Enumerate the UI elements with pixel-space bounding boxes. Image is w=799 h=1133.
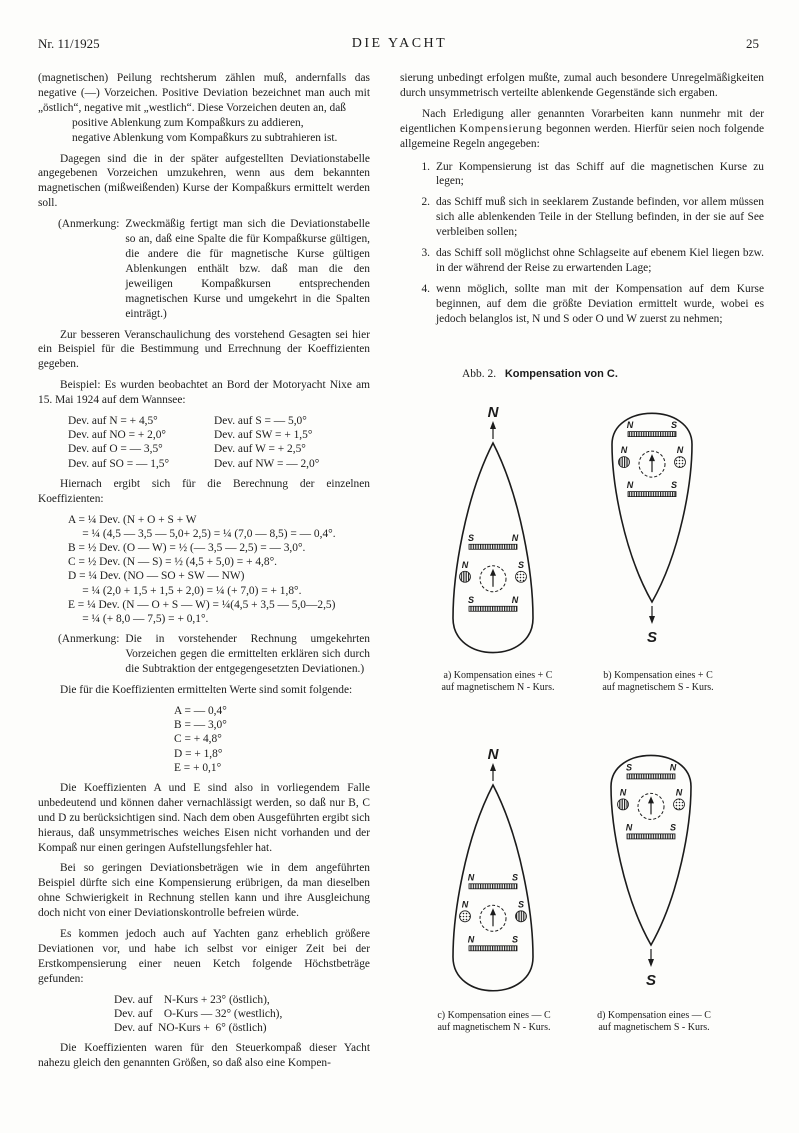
pole-label: N: [461, 559, 469, 570]
table-cell: Dev. auf O = — 3,5°: [68, 443, 163, 456]
result-line: B = — 3,0°: [174, 719, 227, 732]
table-cell: Dev. auf NO = + 2,0°: [68, 429, 166, 442]
note-label: (Anmerkung:: [58, 633, 120, 646]
caption-b: [578, 670, 738, 694]
pole-label: S: [467, 532, 475, 543]
list-text: das Schiff muß sich in seeklarem Zustande befinden, vor allem müssen sich alle ablenkenden Teile in der Stellung befinden, in der sie auf See verbleiben sollen;: [436, 196, 764, 239]
text-run: begonnen werden. Hierfür seien noch folgende allgemeine Regeln angegeben:: [400, 122, 765, 150]
table-cell: Dev. auf W = + 2,5°: [214, 443, 306, 456]
needle-arrow-icon: [649, 454, 655, 461]
magnet-bar: [627, 834, 675, 839]
pole-label: N: [467, 872, 475, 883]
pole-label: N: [511, 532, 519, 543]
needle-arrow-icon: [648, 796, 654, 803]
formula-line: B = ½ Dev. (O — W) = ½ (— 3,5 — 2,5) = — 3,0°.: [68, 542, 306, 555]
boat-diagram-c: [453, 746, 533, 991]
pole-label: S: [670, 480, 678, 491]
table-cell: Dev. auf N = + 4,5°: [68, 415, 158, 428]
paragraph: Bei so geringen Deviationsbeträgen wie in dem angeführten Beispiel dürfte sich eine Kompensierung erübrigen, da man dieselben ohne Schwierigkeit in Rechnung stellen kann und ihre Ausgleichung doch nicht von einer Deviationskontrolle befreien würde.: [38, 862, 370, 920]
boat-diagram-d: [611, 755, 691, 989]
pole-label: N: [619, 787, 627, 798]
note-label: (Anmerkung:: [58, 218, 120, 231]
pole-label: S: [511, 872, 519, 883]
note-text: Zweckmäßig fertigt man sich die Deviationstabelle so an, daß eine Spalte die für Kompaßkurse gültigen, die andere die für magnetische Kurse gültigen Ablenkungen enthält bzw. daß man die den jeweiligen Kompaßkursen entsprechenden magnetischen Kurse und umgekehrt in die Spalten einträgt.): [125, 218, 370, 320]
page-number: 25: [746, 36, 759, 51]
caption-c: [414, 1010, 574, 1034]
iron-sphere: [619, 457, 630, 468]
result-line: E = + 0,1°: [174, 761, 222, 774]
paragraph: Hiernach ergibt sich für die Berechnung der einzelnen Koeffizienten:: [38, 477, 370, 505]
north-label: N: [487, 404, 499, 421]
emphasis-text: Kompensierung: [459, 122, 543, 135]
caption-line: d) Kompensation eines — C: [597, 1010, 711, 1021]
pole-label: N: [675, 787, 683, 798]
pole-label: S: [467, 594, 475, 605]
magazine-title: DIE YACHT: [351, 36, 448, 51]
needle-arrow-icon: [490, 569, 496, 576]
north-label: N: [487, 746, 499, 763]
issue-number: Nr. 11/1925: [38, 36, 100, 51]
pole-label: N: [676, 445, 684, 456]
formula-line: E = ¼ Dev. (N — O + S — W) = ¼(4,5 + 3,5 — 5,0—2,5): [68, 598, 336, 611]
table-cell: Dev. auf SO = — 1,5°: [68, 457, 170, 470]
pole-label: N: [511, 594, 519, 605]
pole-label: N: [461, 899, 469, 910]
magnet-bar: [628, 492, 676, 497]
pole-label: S: [625, 762, 633, 773]
magnet-bar: [469, 606, 517, 611]
caption-a: [418, 670, 578, 694]
note-text: Die in vorstehender Rechnung umgekehrten Vorzeichen gegen die ermittelten erklären sich durch die Subtraktion der entgegengesetzten Deviationen.): [125, 633, 370, 676]
heading-arrow-icon: [648, 959, 654, 967]
table-cell: Dev. auf SW = + 1,5°: [214, 429, 313, 442]
formula-line: D = ¼ Dev. (NO — SO + SW — NW): [68, 570, 245, 583]
table-cell: Dev. auf NW = — 2,0°: [214, 457, 320, 470]
iron-sphere: [516, 571, 527, 582]
list-number: 2.: [421, 196, 430, 209]
south-label: S: [646, 629, 658, 646]
paragraph: Beispiel: Es wurden beobachtet an Bord der Motoryacht Nixe am 15. Mai 1924 auf dem Wannsee:: [38, 379, 370, 407]
result-line: A = — 0,4°: [174, 704, 227, 717]
boat-diagram-b: [612, 413, 692, 646]
needle-arrow-icon: [490, 908, 496, 915]
kurs-line: Dev. auf N-Kurs + 23° (östlich),: [114, 993, 270, 1006]
paragraph: Zur besseren Veranschaulichung des vorstehend Gesagten sei hier ein Beispiel für die Bestimmung und Errechnung der Koeffizienten gegeben.: [38, 328, 370, 371]
boat-diagram-a: [453, 404, 533, 653]
magnet-bar: [469, 946, 517, 951]
paragraph: Dagegen sind die in der später aufgestellten Deviationstabelle angegebenen Vorzeichen umzukehren, wenn aus dem bekannten magnetischen (mißweißenden) Kurse der Kompaßkurs ermittelt werden soll.: [38, 152, 370, 210]
text-run: Nach Erledigung aller genannten Vorarbeiten kann nunmehr mit der eigentlichen: [400, 107, 764, 135]
pole-label: S: [511, 934, 519, 945]
formula-line: = ¼ (4,5 — 3,5 — 5,0+ 2,5) = ¼ (7,0 — 8,5) = — 0,4°.: [68, 527, 336, 540]
list-text: Zur Kompensierung ist das Schiff auf die magnetischen Kurse zu legen;: [436, 160, 764, 188]
formula-line: = ¼ (+ 8,0 — 7,5) = + 0,1°.: [68, 613, 209, 626]
pole-label: N: [626, 420, 634, 431]
pole-label: N: [620, 445, 628, 456]
kurs-line: Dev. auf NO-Kurs + 6° (östlich): [114, 1022, 267, 1035]
iron-sphere: [618, 799, 629, 810]
paragraph: Es kommen jedoch auch auf Yachten ganz erheblich größere Deviationen vor, und habe ich selbst vor einiger Zeit bei der Erstkompensierung einer neuen Ketch folgende Höchstbeträge gefunden:: [38, 928, 370, 985]
pole-label: S: [669, 822, 677, 833]
hull-outline: [612, 413, 692, 602]
magnet-bar: [469, 884, 517, 889]
magnet-bar: [628, 432, 676, 437]
pole-label: S: [517, 559, 525, 570]
paragraph: Die Koeffizienten waren für den Steuerkompaß dieser Yacht nahezu gleich den genannten Größen, so daß also eine Kompen-: [38, 1042, 370, 1070]
caption-line: auf magnetischem N - Kurs.: [441, 682, 555, 693]
paragraph: sierung unbedingt erfolgen mußte, zumal auch besondere Unregelmäßigkeiten durch unsymmetrisch verteilte ablenkende Gegenstände sich ergaben.: [400, 72, 764, 99]
iron-sphere: [460, 571, 471, 582]
magnet-bar: [627, 774, 675, 779]
kurs-line: Dev. auf O-Kurs — 32° (westlich),: [114, 1007, 283, 1020]
rule-positive: positive Ablenkung zum Kompaßkurs zu addieren,: [72, 116, 304, 129]
pole-label: N: [626, 480, 634, 491]
heading-arrow-icon: [490, 763, 496, 771]
list-text: wenn möglich, sollte man mit der Kompensation auf dem Kurse beginnen, auf dem die größte Deviation ermittelt wurde, wobei es jedoch belanglos ist, N und S oder O und W zuerst zu nehmen;: [436, 282, 764, 325]
hull-outline: [611, 755, 691, 945]
south-label: S: [645, 972, 657, 989]
caption-line: auf magnetischem S - Kurs.: [602, 682, 714, 693]
caption-line: a) Kompensation eines + C: [443, 670, 553, 681]
formula-line: A = ¼ Dev. (N + O + S + W: [68, 513, 197, 526]
pole-label: N: [669, 762, 677, 773]
pole-label: N: [625, 822, 633, 833]
magnet-bar: [469, 544, 517, 549]
list-number: 1.: [421, 160, 430, 173]
caption-line: auf magnetischem N - Kurs.: [437, 1022, 551, 1033]
heading-arrow-icon: [490, 421, 496, 429]
iron-sphere: [674, 799, 685, 810]
figure-label: Abb. 2.: [462, 368, 497, 380]
iron-sphere: [516, 911, 527, 922]
paragraph: (magnetischen) Peilung rechtsherum zählen muß, andernfalls das negative (—) Vorzeichen. Positive Deviation bezeichnet man auch mit „östlich“, negative mit „westlich“. Diese Vorzeichen deuten an, daß: [38, 72, 370, 114]
formula-line: = ¼ (2,0 + 1,5 + 1,5 + 2,0) = ¼ (+ 7,0) = + 1,8°.: [68, 584, 302, 597]
figure-heading: Kompensation von C.: [504, 368, 618, 380]
pole-label: N: [467, 934, 475, 945]
caption-line: c) Kompensation eines — C: [437, 1010, 551, 1021]
heading-arrow-icon: [649, 616, 655, 624]
caption-d: [574, 1010, 734, 1034]
iron-sphere: [460, 911, 471, 922]
result-line: C = + 4,8°: [174, 733, 222, 746]
pole-label: S: [517, 899, 525, 910]
caption-line: auf magnetischem S - Kurs.: [598, 1022, 710, 1033]
iron-sphere: [675, 457, 686, 468]
paragraph: Die Koeffizienten A und E sind also in vorliegendem Falle unbedeutend und können daher vernachlässigt werden, so daß nur B, C und D zu berücksichtigen sind. Nach dem oben Ausgeführten ergibt sich hieraus, daß unsymmetrisches weiches Eisen nicht vorhanden und der Kompaß nur einen geringen Aufstellungsfehler hat.: [38, 781, 370, 854]
table-cell: Dev. auf S = — 5,0°: [214, 415, 307, 428]
caption-line: b) Kompensation eines + C: [603, 670, 713, 681]
pole-label: S: [670, 420, 678, 431]
result-line: D = + 1,8°: [174, 747, 223, 760]
rule-negative: negative Ablenkung vom Kompaßkurs zu subtrahieren ist.: [72, 131, 338, 144]
formula-line: C = ½ Dev. (N — S) = ½ (4,5 + 5,0) = + 4,8°.: [68, 556, 277, 569]
list-number: 4.: [421, 282, 430, 295]
list-text: das Schiff soll möglichst ohne Schlagseite auf ebenem Kiel liegen bzw. in der während der Reise zu erwartenden Lage;: [436, 247, 764, 274]
paragraph: Die für die Koeffizienten ermittelten Werte sind somit folgende:: [60, 684, 353, 696]
list-number: 3.: [421, 247, 430, 260]
